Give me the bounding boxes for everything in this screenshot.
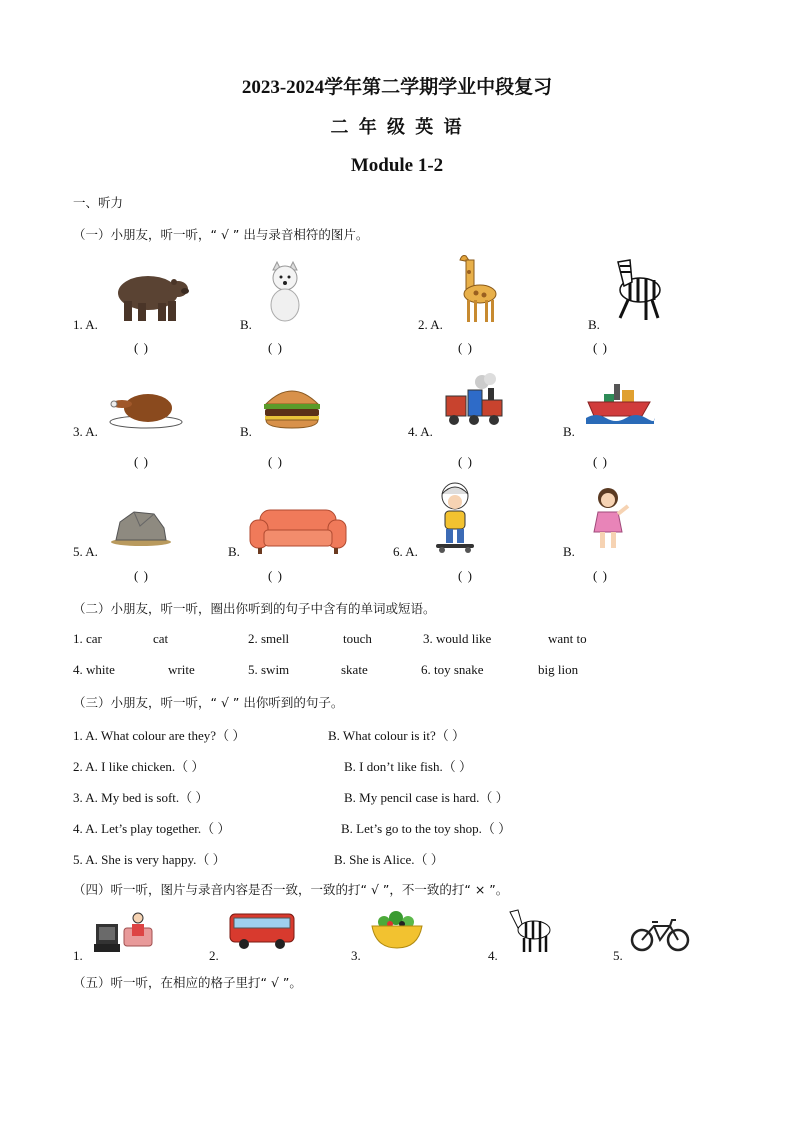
grade-subject: 二 年 级 英 语 bbox=[330, 117, 464, 138]
sentence-option-b[interactable]: B. What colour is it?（ ） bbox=[328, 728, 465, 743]
word-option[interactable]: 2. smell bbox=[248, 631, 290, 646]
rock-icon bbox=[110, 506, 172, 546]
sentence-option-a[interactable]: 5. A. She is very happy.（ ） bbox=[73, 852, 226, 867]
word-option[interactable]: skate bbox=[341, 662, 368, 677]
q4b-label: B. bbox=[563, 424, 575, 439]
bus-icon bbox=[228, 910, 296, 950]
sofa-icon bbox=[250, 506, 346, 554]
sentence-option-a[interactable]: 2. A. I like chicken.（ ） bbox=[73, 759, 205, 774]
zebra-icon bbox=[608, 252, 670, 322]
answer-blank[interactable]: ( ) bbox=[134, 340, 149, 355]
word-option[interactable]: 4. white bbox=[73, 662, 115, 677]
tv-watching-icon bbox=[94, 910, 156, 952]
hamburger-icon bbox=[262, 384, 322, 428]
item-number: 4. bbox=[488, 948, 498, 963]
salad-icon bbox=[370, 910, 424, 950]
word-option[interactable]: 3. would like bbox=[423, 631, 492, 646]
word-option[interactable]: 5. swim bbox=[248, 662, 290, 677]
answer-blank[interactable]: ( ) bbox=[268, 454, 283, 469]
word-option[interactable]: big lion bbox=[538, 662, 579, 677]
part3-instruction: （三）小朋友，听一听，“ √ ” 出你听到的句子。 bbox=[73, 695, 344, 710]
bear-icon bbox=[108, 265, 188, 323]
answer-blank[interactable]: ( ) bbox=[593, 340, 608, 355]
sentence-option-a[interactable]: 3. A. My bed is soft.（ ） bbox=[73, 790, 209, 805]
q1-label: 1. A. bbox=[73, 317, 98, 332]
answer-blank[interactable]: ( ) bbox=[458, 568, 473, 583]
item-number: 5. bbox=[613, 948, 623, 963]
bicycle-icon bbox=[630, 916, 690, 952]
roast-chicken-icon bbox=[108, 388, 184, 430]
part4-instruction: （四）听一听，图片与录音内容是否一致，一致的打“ √ ”，不一致的打“ × ”。 bbox=[73, 882, 509, 897]
q6b-label: B. bbox=[563, 544, 575, 559]
part2-instruction: （二）小朋友，听一听，圈出你听到的句子中含有的单词或短语。 bbox=[73, 601, 436, 616]
sentence-option-b[interactable]: B. My pencil case is hard.（ ） bbox=[344, 790, 509, 805]
boy-skateboard-icon bbox=[430, 478, 480, 554]
dog-icon bbox=[263, 260, 307, 322]
q3b-label: B. bbox=[240, 424, 252, 439]
part5-instruction: （五）听一听，在相应的格子里打“ √ ”。 bbox=[73, 975, 302, 990]
sentence-option-b[interactable]: B. Let’s go to the toy shop.（ ） bbox=[341, 821, 512, 836]
sentence-option-b[interactable]: B. She is Alice.（ ） bbox=[334, 852, 444, 867]
q5b-label: B. bbox=[228, 544, 240, 559]
q2-label: 2. A. bbox=[418, 317, 443, 332]
sentence-option-b[interactable]: B. I don’t like fish.（ ） bbox=[344, 759, 472, 774]
item-number: 3. bbox=[351, 948, 361, 963]
zebra-small-icon bbox=[506, 908, 558, 954]
answer-blank[interactable]: ( ) bbox=[458, 340, 473, 355]
answer-blank[interactable]: ( ) bbox=[268, 340, 283, 355]
word-option[interactable]: want to bbox=[548, 631, 587, 646]
ship-icon bbox=[586, 380, 654, 424]
q4-label: 4. A. bbox=[408, 424, 433, 439]
answer-blank[interactable]: ( ) bbox=[593, 568, 608, 583]
section-heading: 一、听力 bbox=[73, 195, 124, 210]
part1-instruction: （一）小朋友，听一听，“ √ ” 出与录音相符的图片。 bbox=[73, 227, 369, 242]
q1b-label: B. bbox=[240, 317, 252, 332]
q5-label: 5. A. bbox=[73, 544, 98, 559]
word-option[interactable]: touch bbox=[343, 631, 372, 646]
item-number: 1. bbox=[73, 948, 83, 963]
word-option[interactable]: 1. car bbox=[73, 631, 102, 646]
word-option[interactable]: write bbox=[168, 662, 195, 677]
item-number: 2. bbox=[209, 948, 219, 963]
q2b-label: B. bbox=[588, 317, 600, 332]
page-title: 2023-2024学年第二学期学业中段复习 bbox=[241, 77, 553, 98]
sentence-option-a[interactable]: 4. A. Let’s play together.（ ） bbox=[73, 821, 231, 836]
module-label: Module 1-2 bbox=[350, 155, 444, 176]
giraffe-icon bbox=[452, 250, 502, 324]
sentence-option-a[interactable]: 1. A. What colour are they?（ ） bbox=[73, 728, 246, 743]
answer-blank[interactable]: ( ) bbox=[134, 568, 149, 583]
q3-label: 3. A. bbox=[73, 424, 98, 439]
answer-blank[interactable]: ( ) bbox=[458, 454, 473, 469]
q6-label: 6. A. bbox=[393, 544, 418, 559]
answer-blank[interactable]: ( ) bbox=[268, 568, 283, 583]
word-option[interactable]: cat bbox=[153, 631, 169, 646]
answer-blank[interactable]: ( ) bbox=[134, 454, 149, 469]
girl-icon bbox=[588, 486, 630, 552]
train-icon bbox=[444, 372, 506, 430]
answer-blank[interactable]: ( ) bbox=[593, 454, 608, 469]
word-option[interactable]: 6. toy snake bbox=[421, 662, 484, 677]
